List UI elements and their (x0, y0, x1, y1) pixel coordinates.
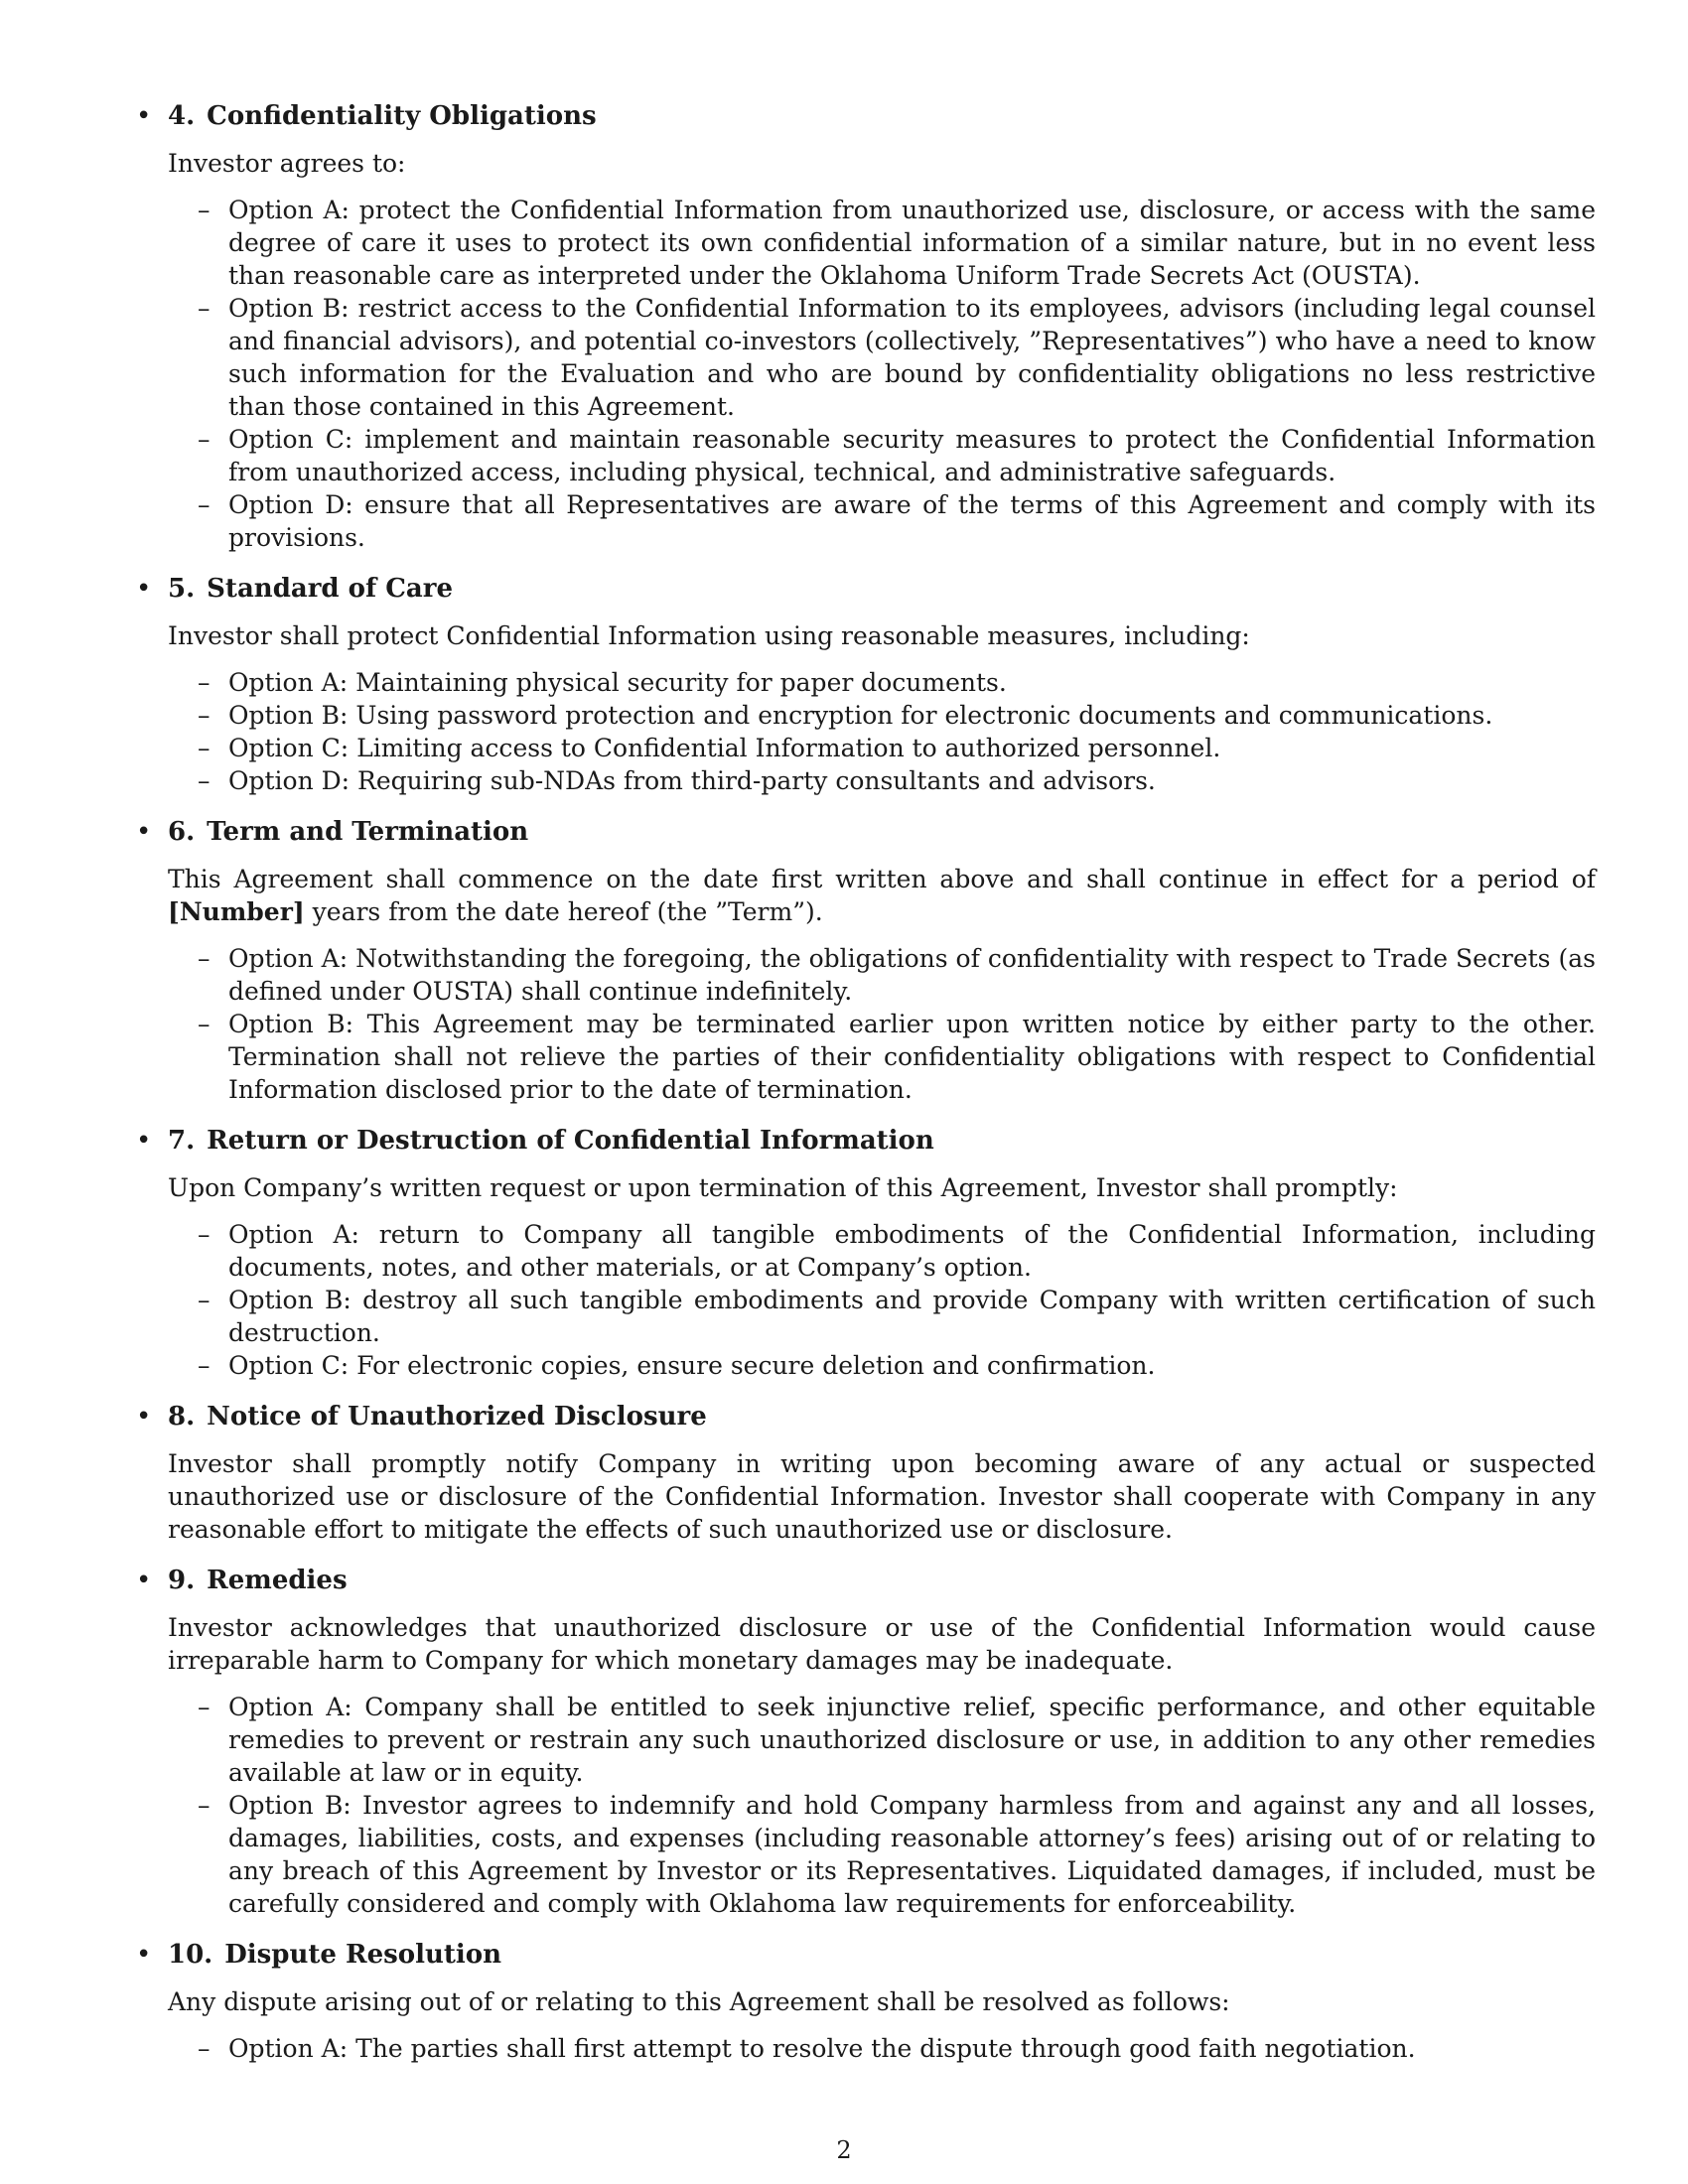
section-number: 8. (168, 1402, 196, 1432)
dash-icon: – (198, 944, 211, 973)
section-6 (136, 815, 1596, 1106)
option-text: Option A: Company shall be entitled to seek injunctive relief, specific performance, and other equitable remedies to prevent or restrain any such unauthorized disclosure or use, in addition to any other remedies available at law or in equity. (228, 1693, 1596, 1787)
option-text: Option D: ensure that all Representatives are aware of the terms of this Agreement and comply with its provisions. (228, 490, 1596, 552)
section-title: Remedies (207, 1566, 348, 1595)
option-text: Option C: implement and maintain reasonable security measures to protect the Confidential Information from unauthorized access, including physical, technical, and administrative safeguards. (228, 425, 1596, 486)
option-item (168, 732, 1596, 764)
option-item (168, 2032, 1596, 2065)
bullet-icon: • (136, 1402, 152, 1432)
section-title: Notice of Unauthorized Disclosure (207, 1402, 707, 1432)
section-intro: Any dispute arising out of or relating to this Agreement shall be resolved as follows: (168, 1987, 1230, 2016)
bullet-icon: • (136, 101, 152, 131)
option-text: Option A: The parties shall first attempt to resolve the dispute through good faith negotiation. (228, 2034, 1416, 2063)
option-item (168, 1349, 1596, 1382)
dash-icon: – (198, 1693, 211, 1721)
dash-icon: – (198, 1220, 211, 1249)
option-item (168, 942, 1596, 1008)
option-list (168, 194, 1596, 554)
option-text: Option B: This Agreement may be terminated earlier upon written notice by either party to the other. Termination shall not relieve the parties of their confidentiality obligations with respect to Confidential Information disclosed prior to the date of termination. (228, 1010, 1596, 1104)
bullet-icon: • (136, 574, 152, 604)
section-intro (168, 863, 1596, 928)
section-number: 9. (168, 1566, 196, 1595)
dash-icon: – (198, 2034, 211, 2063)
option-item (168, 1218, 1596, 1284)
option-item (168, 423, 1596, 488)
option-item (168, 194, 1596, 292)
section-title: Term and Termination (207, 817, 529, 847)
term-placeholder: [Number] (168, 897, 305, 926)
section-heading (168, 1938, 1596, 1972)
section-heading (168, 1564, 1596, 1597)
intro-text: years from the date hereof (the ”Term”). (304, 897, 823, 926)
dash-icon: – (198, 668, 211, 697)
section-intro: Investor shall promptly notify Company in writing upon becoming aware of any actual or suspected unauthorized use or disclosure of the Confidential Information. Investor shall cooperate with Company in any reasonable effort to mitigate the effects of such unauthorized use or disclosure. (168, 1449, 1596, 1544)
option-item (168, 488, 1596, 554)
option-item (168, 764, 1596, 797)
section-4 (136, 99, 1596, 554)
option-text: Option A: Maintaining physical security for paper documents. (228, 668, 1007, 697)
section-intro: Upon Company’s written request or upon termination of this Agreement, Investor shall promptly: (168, 1173, 1398, 1202)
option-text: Option D: Requiring sub-NDAs from third-party consultants and advisors. (228, 766, 1156, 795)
section-intro: Investor acknowledges that unauthorized disclosure or use of the Confidential Information would cause irreparable harm to Company for which monetary damages may be inadequate. (168, 1613, 1596, 1675)
section-number: 10. (168, 1940, 213, 1970)
option-item (168, 292, 1596, 423)
dash-icon: – (198, 701, 211, 730)
dash-icon: – (198, 734, 211, 762)
section-number: 7. (168, 1126, 196, 1156)
section-heading (168, 99, 1596, 133)
section-title: Return or Destruction of Confidential Information (207, 1126, 934, 1156)
section-7 (136, 1124, 1596, 1382)
option-list (168, 666, 1596, 797)
section-8 (136, 1400, 1596, 1546)
page-number: 2 (836, 2136, 852, 2164)
section-number: 6. (168, 817, 196, 847)
section-intro: Investor agrees to: (168, 149, 406, 178)
section-number: 4. (168, 101, 196, 131)
dash-icon: – (198, 294, 211, 323)
option-item (168, 1691, 1596, 1789)
section-heading (168, 1124, 1596, 1158)
dash-icon: – (198, 766, 211, 795)
option-list (168, 1218, 1596, 1382)
dash-icon: – (198, 1351, 211, 1380)
section-title: Confidentiality Obligations (207, 101, 597, 131)
dash-icon: – (198, 196, 211, 224)
section-heading (168, 1400, 1596, 1433)
dash-icon: – (198, 1010, 211, 1038)
option-text: Option A: Notwithstanding the foregoing, the obligations of confidentiality with respect to Trade Secrets (as defined under OUSTA) shall continue indefinitely. (228, 944, 1596, 1006)
option-list (168, 2032, 1596, 2065)
bullet-icon: • (136, 817, 152, 847)
option-text: Option C: Limiting access to Confidential Information to authorized personnel. (228, 734, 1221, 762)
option-text: Option A: protect the Confidential Information from unauthorized use, disclosure, or access with the same degree of care it uses to protect its own confidential information of a similar nature, but in no event less than reasonable care as interpreted under the Oklahoma Uniform Trade Secrets Act (OUSTA). (228, 196, 1596, 290)
bullet-icon: • (136, 1126, 152, 1156)
section-number: 5. (168, 574, 196, 604)
bullet-icon: • (136, 1940, 152, 1970)
option-text: Option B: restrict access to the Confidential Information to its employees, advisors (including legal counsel and financial advisors), and potential co-investors (collectively, ”Representatives”) who have a need to know such information for the Evaluation and who are bound by confidentiality obligations no less restrictive than those contained in this Agreement. (228, 294, 1596, 421)
option-item (168, 699, 1596, 732)
option-text: Option B: Investor agrees to indemnify and hold Company harmless from and against any and all losses, damages, liabilities, costs, and expenses (including reasonable attorney’s fees) arising out of or relating to any breach of this Agreement by Investor or its Representatives. Liquidated damages, if included, must be carefully considered and comply with Oklahoma law requirements for enforceability. (228, 1791, 1596, 1918)
section-heading (168, 572, 1596, 606)
option-list (168, 1691, 1596, 1920)
option-text: Option C: For electronic copies, ensure secure deletion and confirmation. (228, 1351, 1156, 1380)
intro-text: This Agreement shall commence on the date first written above and shall continue in effect for a period of (168, 865, 1596, 893)
option-list (168, 942, 1596, 1106)
section-title: Dispute Resolution (224, 1940, 502, 1970)
section-intro: Investor shall protect Confidential Information using reasonable measures, including: (168, 621, 1250, 650)
option-text: Option A: return to Company all tangible embodiments of the Confidential Information, including documents, notes, and other materials, or at Company’s option. (228, 1220, 1596, 1282)
dash-icon: – (198, 490, 211, 519)
option-item (168, 1008, 1596, 1106)
section-title: Standard of Care (207, 574, 454, 604)
option-text: Option B: Using password protection and encryption for electronic documents and communications. (228, 701, 1493, 730)
option-item (168, 666, 1596, 699)
document-body (136, 99, 1596, 2083)
dash-icon: – (198, 1286, 211, 1314)
option-text: Option B: destroy all such tangible embodiments and provide Company with written certification of such destruction. (228, 1286, 1596, 1347)
section-9 (136, 1564, 1596, 1920)
option-item (168, 1284, 1596, 1349)
section-5 (136, 572, 1596, 797)
dash-icon: – (198, 1791, 211, 1820)
option-item (168, 1789, 1596, 1920)
dash-icon: – (198, 425, 211, 454)
section-heading (168, 815, 1596, 849)
bullet-icon: • (136, 1566, 152, 1595)
section-10 (136, 1938, 1596, 2065)
